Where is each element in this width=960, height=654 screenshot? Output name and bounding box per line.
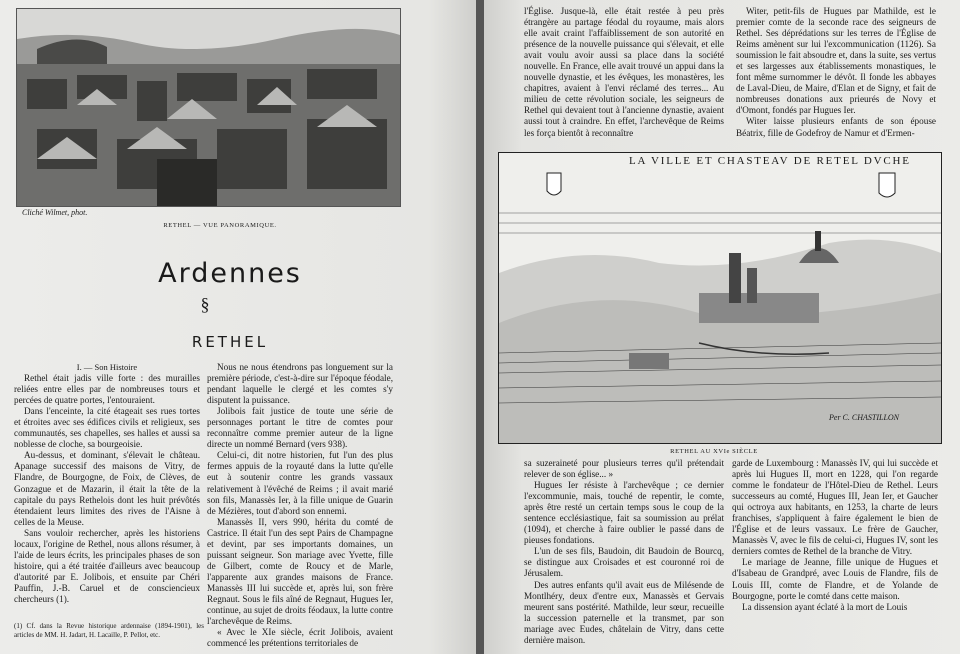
right-page	[484, 0, 960, 654]
paragraph: Manassès II, vers 990, hérita du comté de Castrice. Il était l'un des sept Pairs de Champagne et devint, par ses importants domaines, un puissant seigneur. Son mariage avec Yvette, fille de Gilbert, comte de Roucy et de Marle, l'apparente aux grandes maisons de France. Manassès III lui succède et, après lui, son frère Regnaut. Sous le fils aîné de Regnaut, Hugues Ier, continue, au sujet de droits féodaux, la lutte contre l'archevêque de Reims.	[207, 516, 393, 627]
paragraph: Sans vouloir rechercher, après les historiens locaux, l'origine de Rethel, nous allons résumer, à l'aide de leurs écrits, les principales phases de son histoire, qui a été traitée d'ailleurs avec beaucoup d'autorité par E. Jolibois, et ensuite par Chéri Pauffin, J.-B. Caruel et de consciencieux chercheurs (1).	[14, 527, 200, 604]
left-column-2	[207, 362, 393, 649]
engraving-illustration	[498, 152, 942, 444]
engraving-title: LA VILLE ET CHASTEAV DE RETEL DVCHE	[629, 155, 911, 167]
photo-credit: Cliché Wilmet, phot.	[22, 208, 88, 217]
paragraph: l'Église. Jusque-là, elle était restée à peu près étrangère au partage féodal du royaume, mais alors elle avait craint l'affaiblissement de son autorité en présence de la nouvelle puissance qui s'élevait, et elle avait voulu avoir aussi sa place dans la société nouvelle. En France, elle avait trouvé un appui dans la nouvelle dynastie, et les évêques, les monastères, les chapitres, avaient à l'envi réclamé des terres... Au milieu de cette révolution sociale, les seigneurs de Rethel qui devaient tout à l'ancienne dynastie, avaient aussi tout à craindre. En effet, l'archevêque de Reims les força bientôt à reconnaître	[524, 6, 724, 138]
photo-caption: RETHEL — VUE PANORAMIQUE.	[163, 222, 277, 229]
article-subtitle: RETHEL	[191, 333, 269, 351]
paragraph: Nous ne nous étendrons pas longuement sur la première période, c'est-à-dire sur l'époque féodale, pendant laquelle le clergé et les comtes s'y disputent la puissance.	[207, 362, 393, 406]
right-column-1	[524, 6, 724, 139]
paragraph: Witer, petit-fils de Hugues par Mathilde, est le premier comte de la seconde race des seigneurs de Rethel. Ses déprédations sur les terres de l'Église de Reims amènent sur lui l'excommunication (1126). Sa soumission le fait absoudre et, dans la suite, ses vertus et ses largesses aux établissements monastiques, le font même surnommer le dévôt. Il fonde les abbayes de Laval-Dieu, de Maire, d'Elan et de Signy, et fait de nombreuses donations aux prieurés de Novy et d'Omont, fondés par Hugues Ier.	[736, 6, 936, 116]
paragraph: L'un de ses fils, Baudoin, dit Baudoin de Bourcq, se distingue aux Croisades et est couronné roi de Jérusalem.	[524, 546, 724, 579]
article-title: Ardennes	[158, 258, 302, 289]
paragraph: La dissension ayant éclaté à la mort de Louis	[742, 601, 908, 612]
paragraph: Dans l'enceinte, la cité étageait ses rues tortes et étroites avec ses édifices civils et religieux, ses communautés, ses chapelles, ses halles et aussi sa noblesse de cloche, sa bourgeoisie.	[14, 406, 200, 450]
paragraph: Jolibois fait justice de toute une série de personnages portant le titre de comtes pour reconnaître comme premier auteur de la ligne directe un nommé Bernard (vers 938).	[207, 406, 393, 450]
right-column-3	[524, 458, 724, 646]
paragraph: « Avec le XIe siècle, écrit Jolibois, avaient commencé les prétentions territoriales de	[207, 627, 393, 649]
right-column-2	[736, 6, 936, 139]
engraving-caption: RETHEL AU XVIe SIÈCLE	[670, 448, 758, 455]
paragraph: Des autres enfants qu'il avait eus de Milésende de Montlhéry, deux d'entre eux, Manassès et Gervais meurent sans postérité. Mathilde, leur sœur, recueille la succession paternelle et la transmet, par son mariage avec Eudes, châtelain de Vitry, dans cette dernière maison.	[524, 579, 724, 645]
paragraph: sa suzeraineté pour plusieurs terres qu'il prétendait relever de son église... »	[524, 458, 724, 480]
paragraph: Hugues Ier résiste à l'archevêque ; ce dernier l'excommunie, mais, touché de repentir, le comte, après être resté un certain temps sous le coup de la sentence ecclésiastique, fait sa soumission au prélat (1094), et cherche à faire oublier le passé dans de pieuses fondations.	[524, 480, 724, 546]
paragraph: Au-dessus, et dominant, s'élevait le château. Apanage successif des maisons de Vitry, de Flandre, de Bourgogne, de Foix, de Clèves, de Gonzague et de Mazarin, il était la tête de la capitale du pays Rethelois dont les huit prévôtés étendaient leurs limites des rives de l'Aisne à celles de la Meuse.	[14, 450, 200, 527]
engraving-signature: Per C. CHASTILLON	[829, 413, 900, 422]
paragraph: Le mariage de Jeanne, fille unique de Hugues et d'Isabeau de Grandpré, avec Louis de Flandre, fils de Louis III, comte de Flandre, et de Yolande de Bourgogne, porte le comté dans cette maison.	[732, 557, 938, 601]
book-gutter	[476, 0, 484, 654]
paragraph: Celui-ci, dit notre historien, fut l'un des plus fermes appuis de la royauté dans la lutte qu'elle eut à soutenir contre les grands vassaux relativement à l'évêché de Reims ; il avait marié son fils, Manassès Ier, à la fille unique de Guarin de Mézières, tout d'abord son ennemi.	[207, 450, 393, 516]
ornament-icon: §	[200, 294, 210, 314]
left-page	[0, 0, 476, 654]
paragraph: Witer laisse plusieurs enfants de son épouse Béatrix, fille de Godefroy de Namur et d'Ermen-	[736, 116, 936, 138]
paragraph: Rethel était jadis ville forte : des murailles reliées entre elles par de nombreuses tours et percées de quatre portes, l'entouraient.	[14, 373, 200, 406]
footnote: (1) Cf. dans la Revue historique ardennaise (1894-1901), les articles de MM. H. Jadart, H. Lacaille, P. Pellot, etc.	[14, 622, 204, 639]
right-column-4	[732, 458, 938, 613]
paragraph: garde de Luxembourg : Manassès IV, qui lui succède et après lui Hugues II, mort en 1228, qui l'on regarde comme le fondateur de l'Hôtel-Dieu de Rethel. Leurs successeurs au comté, Hugues III, Jean Ier, et Gaucher qui octroya aux habitants, en 1253, la charte de leurs franchises, s'appliquent à faire également le bien de l'Église et de leurs vassaux. Le frère de Gaucher, Manassès V, avec le fils de celui-ci, Hugues IV, sont les derniers comtes de Rethel de la branche de Vitry.	[732, 458, 938, 557]
left-column-1	[14, 362, 200, 605]
section-heading: I. — Son Histoire	[76, 362, 138, 372]
panoramic-photo	[16, 8, 401, 207]
